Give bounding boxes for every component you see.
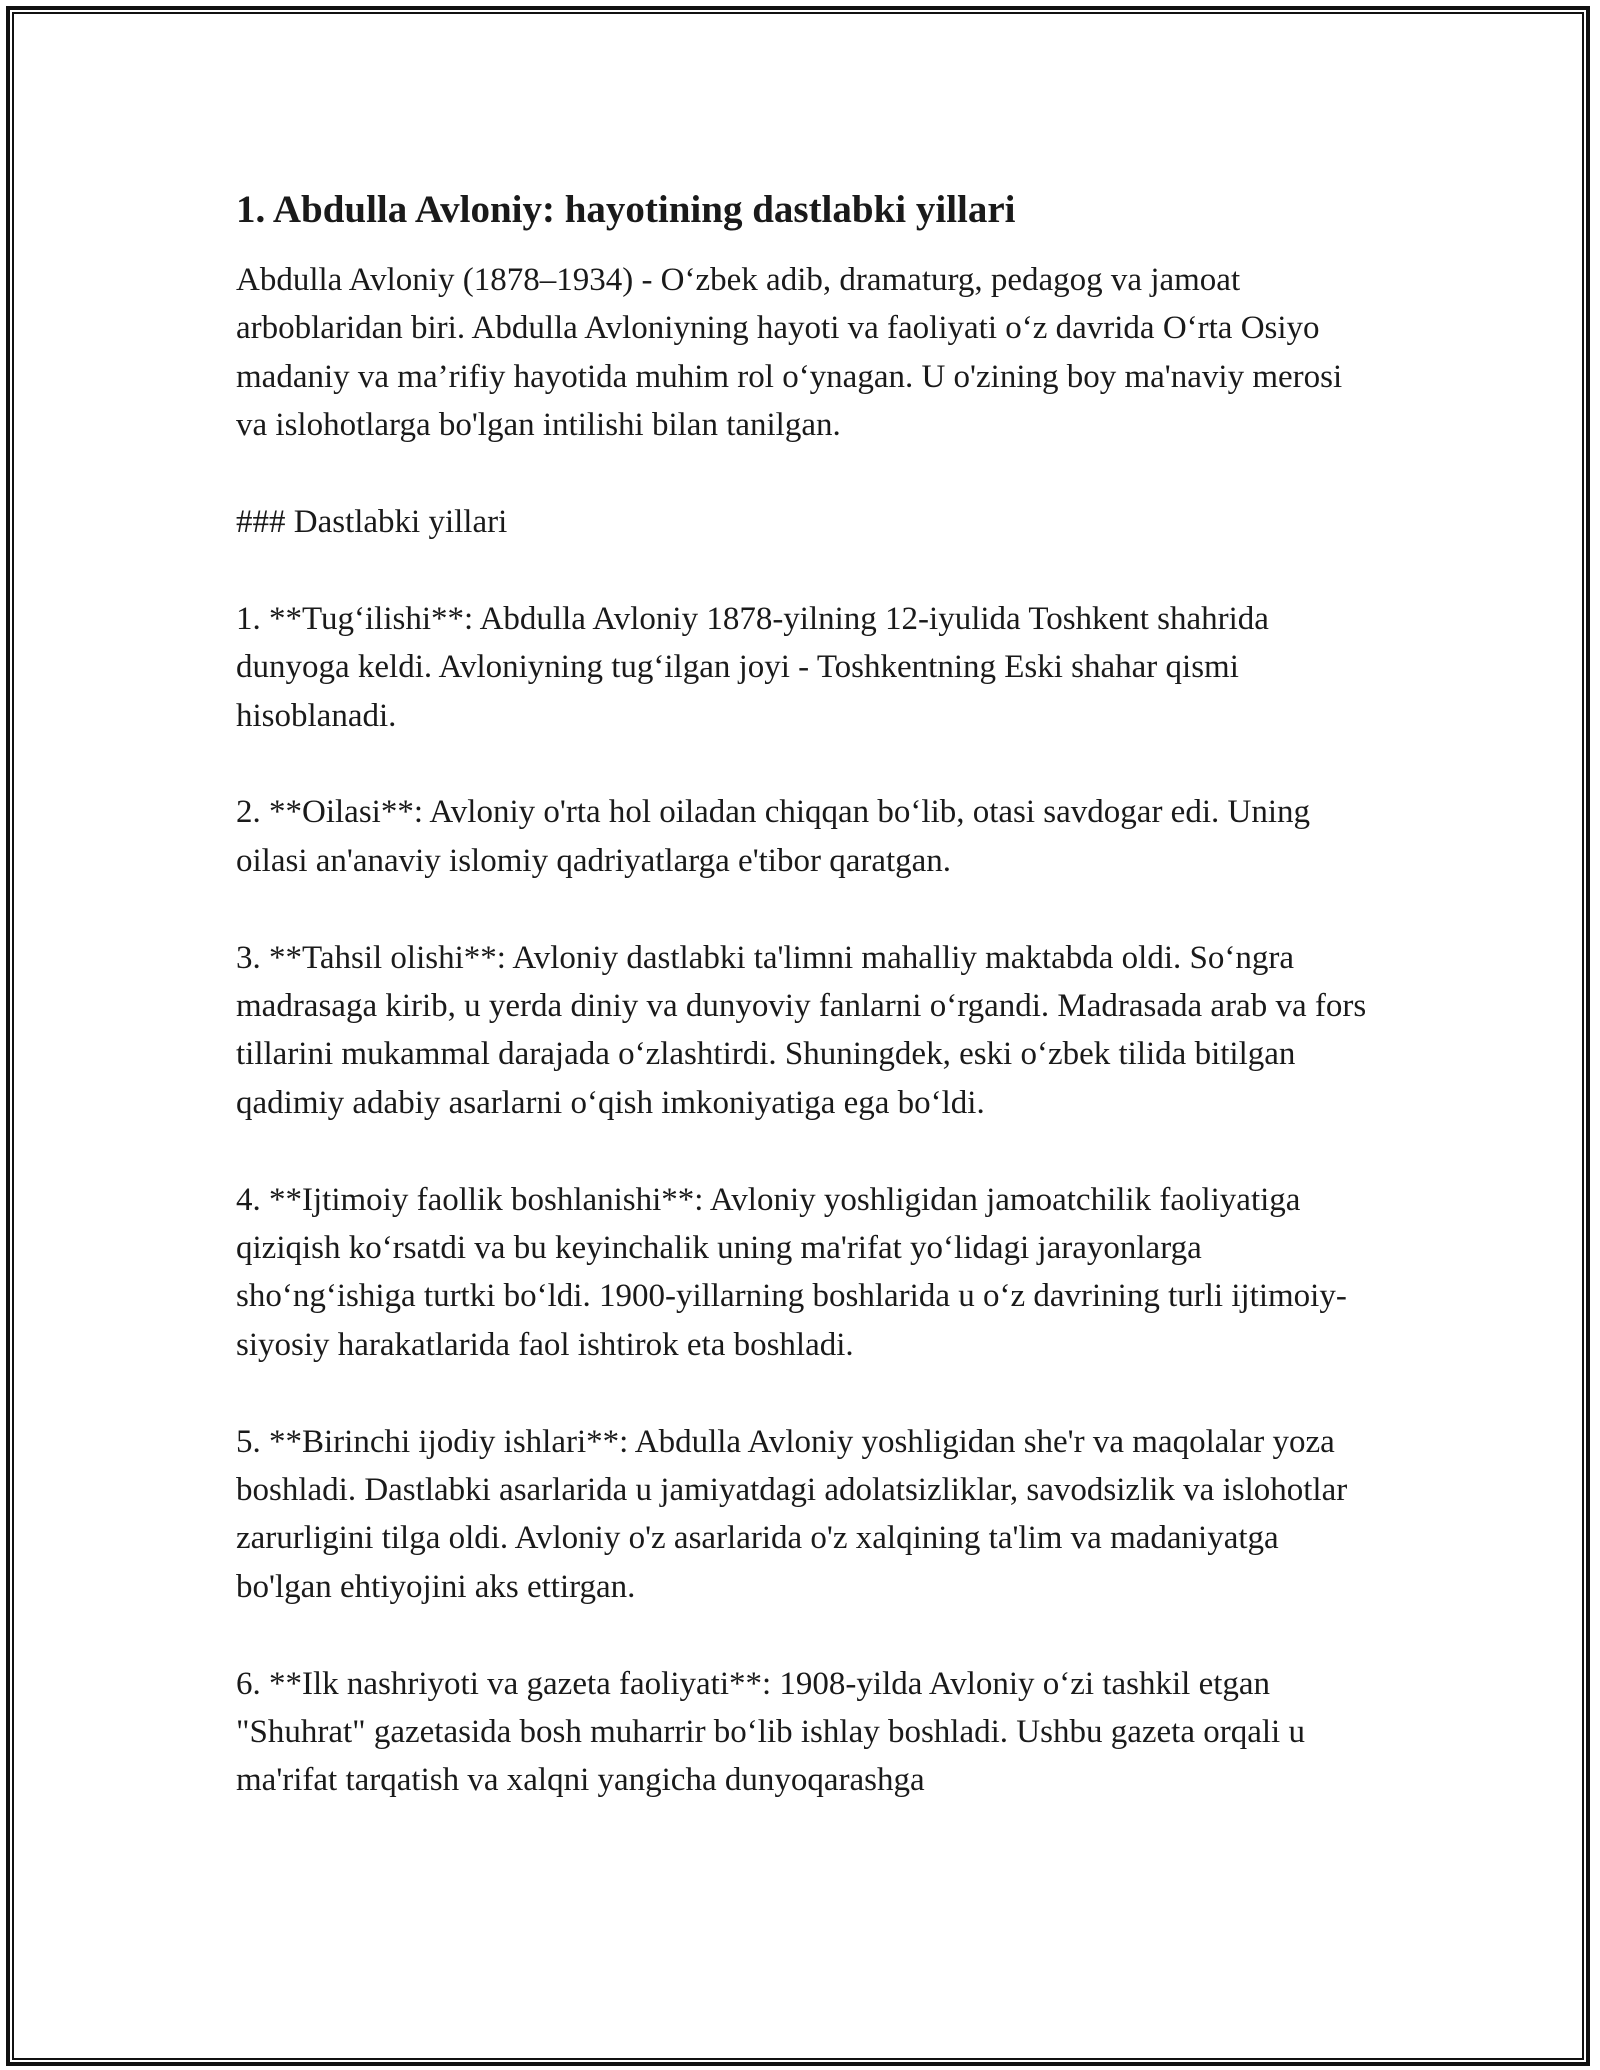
- document-title: 1. Abdulla Avloniy: hayotining dastlabki yillari: [236, 188, 1016, 231]
- list-item-social-activity: 4. **Ijtimoiy faollik boshlanishi**: Avloniy yoshligidan jamoatchilik faoliyatiga qiziqish ko‘rsatdi va bu keyinchalik uning ma'rifat yo‘lidagi jarayonlarga sho‘ng‘ishiga turtki bo‘ldi. 1900-yillarning boshlarida u o‘z davrining turli ijtimoiy-siyosiy harakatlarida faol ishtirok eta boshladi.: [236, 1181, 1347, 1363]
- document-body: [236, 186, 1376, 1805]
- list-item-newspaper: 6. **Ilk nashriyoti va gazeta faoliyati**: 1908-yilda Avloniy o‘zi tashkil etgan "Shuhrat" gazetasida bosh muharrir bo‘lib ishlay boshladi. Ushbu gazeta orqali u ma'rifat tarqatish va xalqni yangicha dunyoqarashga: [236, 1665, 1305, 1799]
- list-item-family: 2. **Oilasi**: Avloniy o'rta hol oiladan chiqqan bo‘lib, otasi savdogar edi. Uning oilasi an'anaviy islomiy qadriyatlarga e'tibor qaratgan.: [236, 794, 1310, 879]
- section-heading: ### Dastlabki yillari: [236, 504, 508, 541]
- list-item-education: 3. **Tahsil olishi**: Avloniy dastlabki ta'limni mahalliy maktabda oldi. So‘ngra madrasaga kirib, u yerda diniy va dunyoviy fanlarni o‘rgandi. Madrasada arab va fors tillarini mukammal darajada o‘zlashtirdi. Shuningdek, eski o‘zbek tilida bitilgan qadimiy adabiy asarlarni o‘qish imkoniyatiga ega bo‘ldi.: [236, 939, 1367, 1121]
- list-item-birth: 1. **Tug‘ilishi**: Abdulla Avloniy 1878-yilning 12-iyulida Toshkent shahrida dunyoga keldi. Avloniyning tug‘ilgan joyi - Toshkentning Eski shahar qismi hisoblanadi.: [236, 600, 1269, 734]
- list-item-first-works: 5. **Birinchi ijodiy ishlari**: Abdulla Avloniy yoshligidan she'r va maqolalar yoza boshladi. Dastlabki asarlarida u jamiyatdagi adolatsizliklar, savodsizlik va islohotlar zarurligini tilga oldi. Avloniy o'z asarlarida o'z xalqining ta'lim va madaniyatga bo'lgan ehtiyojini aks ettirgan.: [236, 1423, 1348, 1605]
- intro-paragraph: Abdulla Avloniy (1878–1934) - O‘zbek adib, dramaturg, pedagog va jamoat arboblaridan biri. Abdulla Avloniyning hayoti va faoliyati o‘z davrida O‘rta Osiyo madaniy va ma’rifiy hayotida muhim rol o‘ynagan. U o'zining boy ma'naviy merosi va islohotlarga bo'lgan intilishi bilan tanilgan.: [236, 262, 1343, 444]
